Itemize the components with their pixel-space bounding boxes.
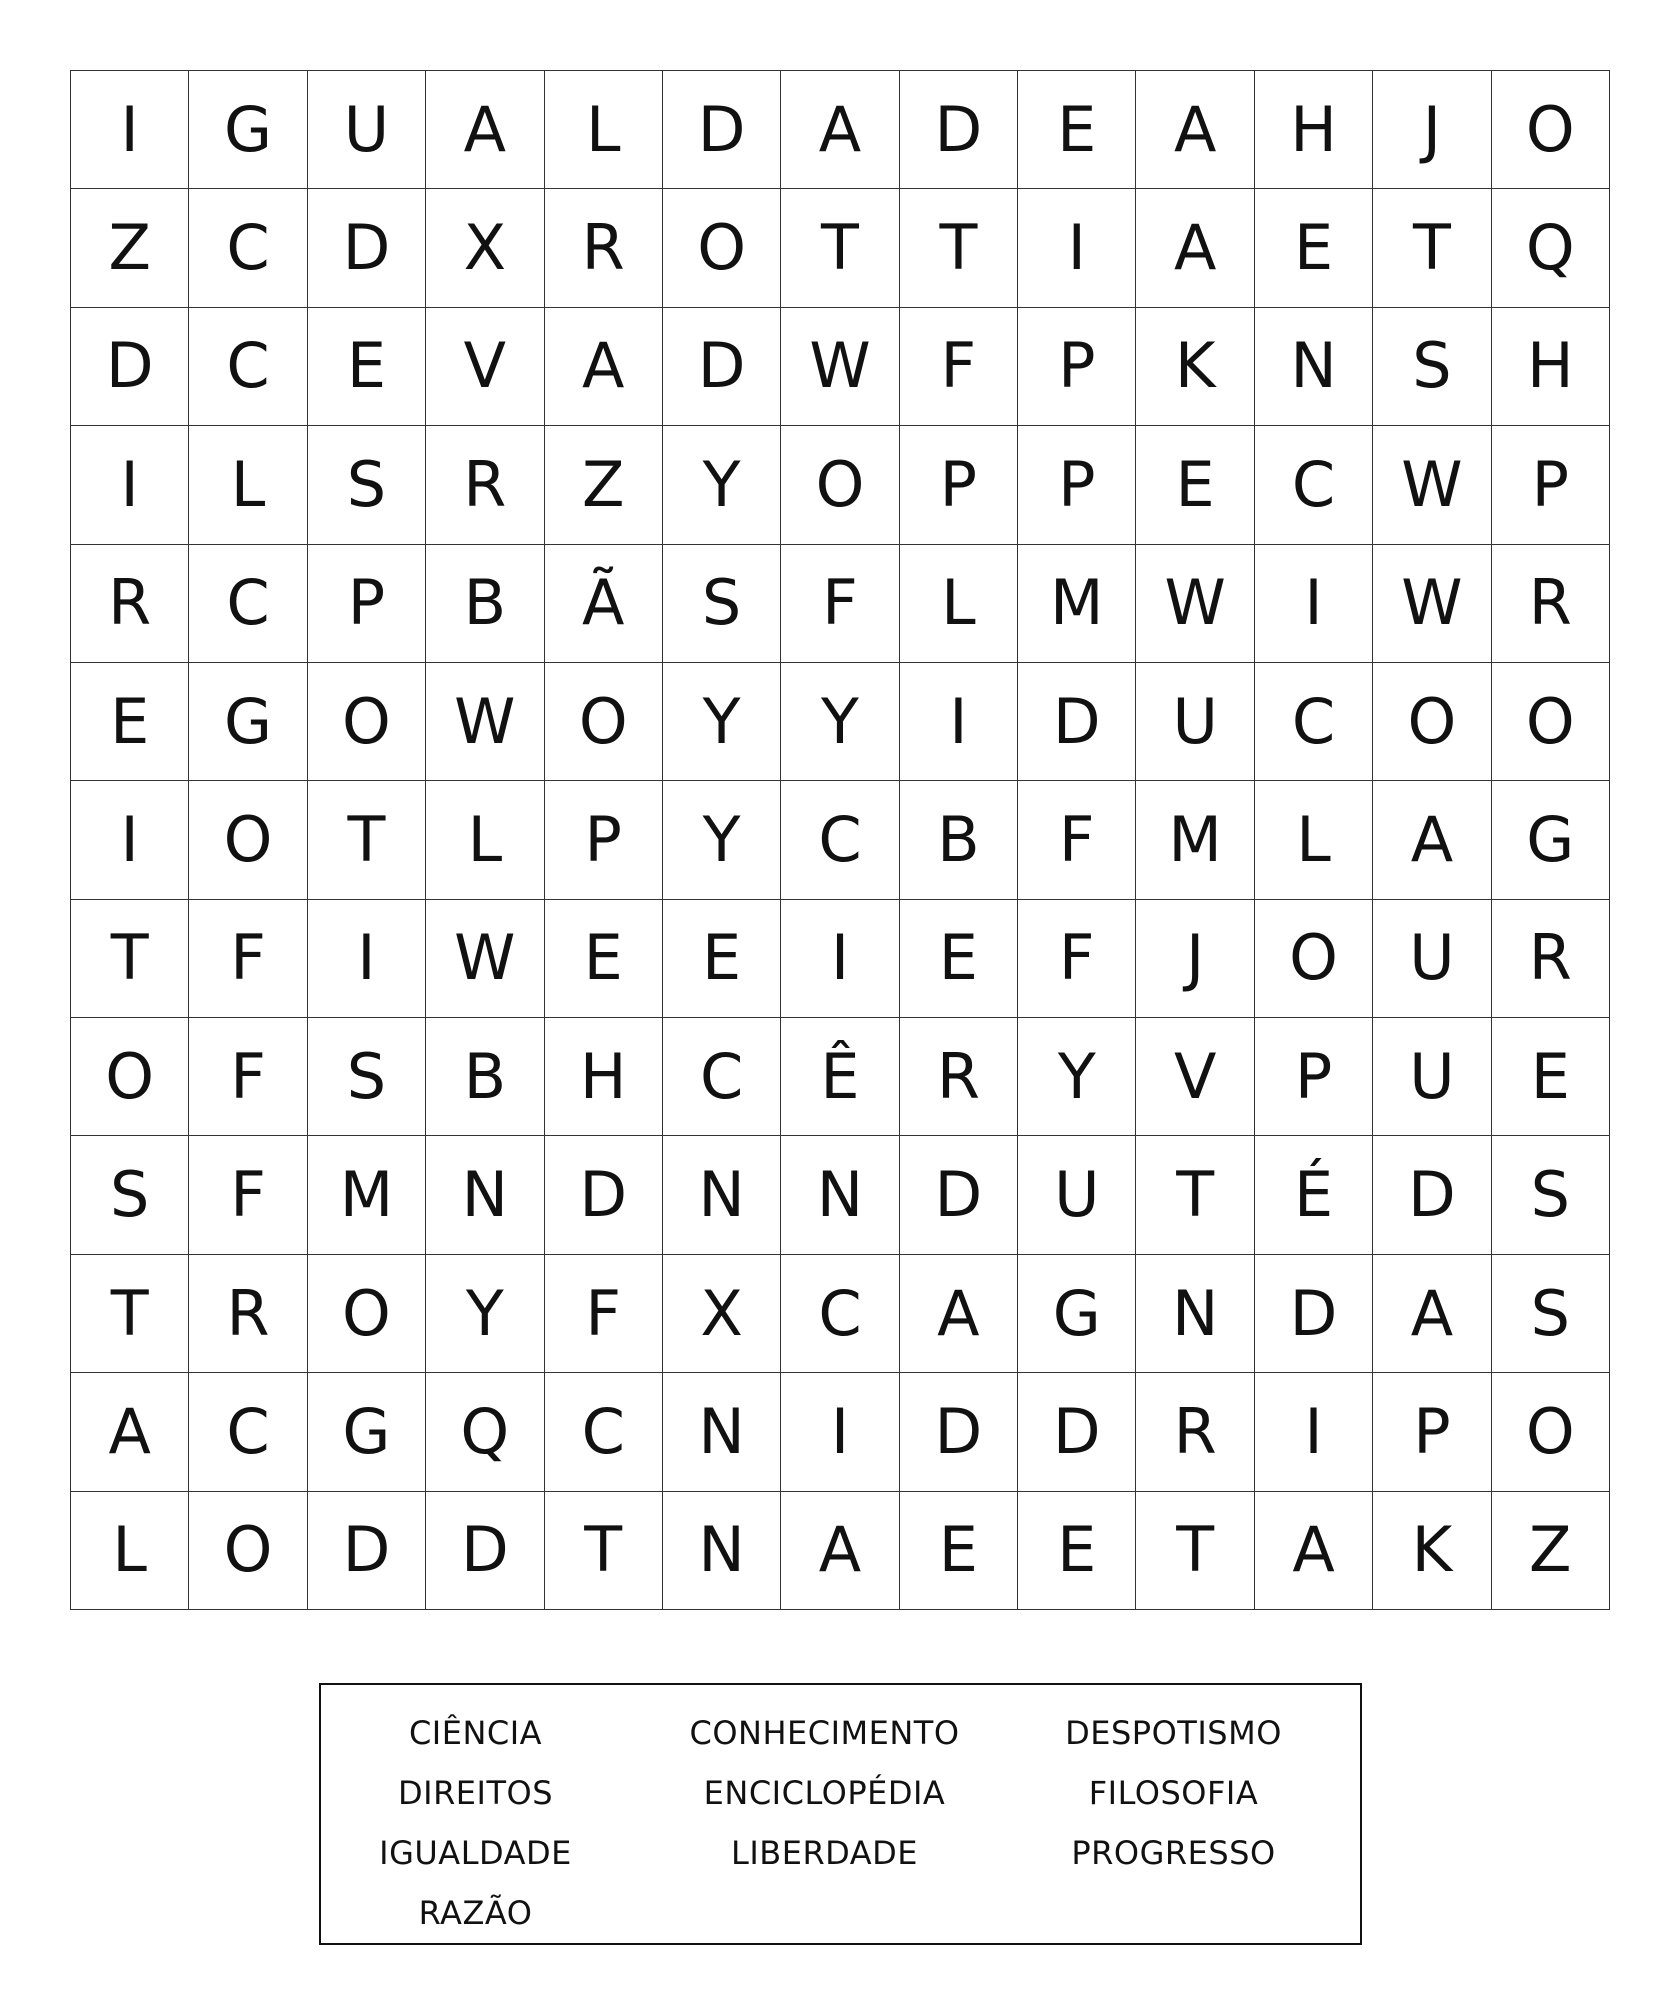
- grid-cell[interactable]: Y: [663, 426, 781, 544]
- grid-cell[interactable]: U: [1136, 663, 1254, 781]
- grid-cell[interactable]: O: [1492, 1373, 1610, 1491]
- grid-cell[interactable]: I: [1018, 189, 1136, 307]
- grid-cell[interactable]: S: [308, 426, 426, 544]
- grid-cell[interactable]: D: [663, 308, 781, 426]
- grid-cell[interactable]: G: [308, 1373, 426, 1491]
- grid-cell[interactable]: A: [545, 308, 663, 426]
- grid-cell[interactable]: E: [1018, 71, 1136, 189]
- word-list: [301, 1703, 1360, 1943]
- grid-cell[interactable]: S: [308, 1018, 426, 1136]
- grid-cell[interactable]: D: [1018, 1373, 1136, 1491]
- grid-cell[interactable]: O: [71, 1018, 189, 1136]
- grid-cell[interactable]: G: [189, 71, 307, 189]
- grid-cell[interactable]: S: [663, 545, 781, 663]
- grid-cell[interactable]: D: [900, 71, 1018, 189]
- grid-cell[interactable]: D: [900, 1136, 1018, 1254]
- grid-cell[interactable]: Y: [426, 1255, 544, 1373]
- grid-cell[interactable]: T: [71, 900, 189, 1018]
- grid-cell[interactable]: I: [71, 71, 189, 189]
- grid-cell[interactable]: D: [663, 71, 781, 189]
- grid-cell[interactable]: É: [1255, 1136, 1373, 1254]
- grid-cell[interactable]: O: [545, 663, 663, 781]
- word-item: RAZÃO: [418, 1894, 533, 1932]
- grid-cell[interactable]: P: [1492, 426, 1610, 544]
- grid-cell[interactable]: Y: [1018, 1018, 1136, 1136]
- grid-cell[interactable]: F: [1018, 900, 1136, 1018]
- grid-cell[interactable]: L: [545, 71, 663, 189]
- word-item: FILOSOFIA: [1088, 1774, 1259, 1812]
- grid-cell[interactable]: D: [308, 189, 426, 307]
- word-search-grid: [70, 70, 1610, 1610]
- word-item: ENCICLOPÉDIA: [703, 1774, 946, 1812]
- grid-cell[interactable]: E: [1492, 1018, 1610, 1136]
- grid-cell[interactable]: N: [1136, 1255, 1254, 1373]
- grid-cell[interactable]: U: [1373, 900, 1491, 1018]
- grid-cell[interactable]: T: [545, 1492, 663, 1610]
- grid-cell[interactable]: C: [189, 308, 307, 426]
- grid-cell[interactable]: Q: [426, 1373, 544, 1491]
- word-item: CIÊNCIA: [408, 1714, 543, 1752]
- grid-cell[interactable]: F: [189, 1136, 307, 1254]
- grid-cell[interactable]: F: [781, 545, 899, 663]
- grid-cell[interactable]: A: [1373, 781, 1491, 899]
- grid-cell[interactable]: S: [1373, 308, 1491, 426]
- grid-cell[interactable]: C: [781, 1255, 899, 1373]
- grid-cell[interactable]: C: [1255, 426, 1373, 544]
- grid-cell[interactable]: N: [426, 1136, 544, 1254]
- grid-cell[interactable]: M: [1136, 781, 1254, 899]
- grid-cell[interactable]: R: [545, 189, 663, 307]
- grid-cell[interactable]: C: [189, 1373, 307, 1491]
- grid-cell[interactable]: G: [1492, 781, 1610, 899]
- grid-cell[interactable]: W: [1136, 545, 1254, 663]
- grid-cell[interactable]: A: [781, 71, 899, 189]
- word-item: PROGRESSO: [1071, 1834, 1276, 1872]
- grid-cell[interactable]: L: [189, 426, 307, 544]
- grid-cell[interactable]: E: [1136, 426, 1254, 544]
- grid-cell[interactable]: D: [1018, 663, 1136, 781]
- grid-cell[interactable]: A: [1255, 1492, 1373, 1610]
- grid-cell[interactable]: H: [1255, 71, 1373, 189]
- grid-cell[interactable]: N: [781, 1136, 899, 1254]
- grid-cell[interactable]: L: [900, 545, 1018, 663]
- grid-cell[interactable]: Z: [1492, 1492, 1610, 1610]
- grid-cell[interactable]: S: [1492, 1136, 1610, 1254]
- grid-cell[interactable]: W: [781, 308, 899, 426]
- grid-cell[interactable]: T: [71, 1255, 189, 1373]
- grid-cell[interactable]: O: [1492, 663, 1610, 781]
- grid-cell[interactable]: I: [71, 781, 189, 899]
- grid-cell[interactable]: R: [1492, 900, 1610, 1018]
- grid-cell[interactable]: E: [663, 900, 781, 1018]
- grid-cell[interactable]: O: [1492, 71, 1610, 189]
- grid-cell[interactable]: A: [900, 1255, 1018, 1373]
- grid-cell[interactable]: I: [1255, 1373, 1373, 1491]
- grid-cell[interactable]: Q: [1492, 189, 1610, 307]
- grid-cell[interactable]: D: [545, 1136, 663, 1254]
- grid-cell[interactable]: R: [1492, 545, 1610, 663]
- grid-cell[interactable]: M: [1018, 545, 1136, 663]
- grid-cell[interactable]: M: [308, 1136, 426, 1254]
- grid-cell[interactable]: E: [900, 900, 1018, 1018]
- grid-cell[interactable]: O: [308, 663, 426, 781]
- word-item: DESPOTISMO: [1065, 1714, 1282, 1752]
- grid-cell[interactable]: T: [1136, 1492, 1254, 1610]
- grid-cell[interactable]: A: [1136, 189, 1254, 307]
- grid-cell[interactable]: V: [1136, 1018, 1254, 1136]
- grid-cell[interactable]: F: [545, 1255, 663, 1373]
- grid-cell[interactable]: E: [1018, 1492, 1136, 1610]
- grid-cell[interactable]: E: [71, 663, 189, 781]
- grid-cell[interactable]: V: [426, 308, 544, 426]
- grid-cell[interactable]: C: [781, 781, 899, 899]
- word-item: LIBERDADE: [731, 1834, 918, 1872]
- grid-cell[interactable]: G: [189, 663, 307, 781]
- grid-cell[interactable]: D: [426, 1492, 544, 1610]
- grid-cell[interactable]: E: [900, 1492, 1018, 1610]
- grid-cell[interactable]: A: [426, 71, 544, 189]
- grid-cell[interactable]: E: [308, 308, 426, 426]
- word-item: DIREITOS: [397, 1774, 553, 1812]
- grid-cell[interactable]: I: [1255, 545, 1373, 663]
- grid-cell[interactable]: O: [308, 1255, 426, 1373]
- grid-cell[interactable]: D: [900, 1373, 1018, 1491]
- grid-cell[interactable]: T: [308, 781, 426, 899]
- grid-cell[interactable]: P: [900, 426, 1018, 544]
- grid-cell[interactable]: I: [71, 426, 189, 544]
- grid-cell[interactable]: Y: [663, 663, 781, 781]
- grid-cell[interactable]: O: [781, 426, 899, 544]
- grid-cell[interactable]: C: [189, 545, 307, 663]
- grid-cell[interactable]: P: [1018, 426, 1136, 544]
- grid-cell[interactable]: I: [781, 900, 899, 1018]
- grid-cell[interactable]: B: [426, 545, 544, 663]
- grid-cell[interactable]: L: [1255, 781, 1373, 899]
- grid-cell[interactable]: U: [1018, 1136, 1136, 1254]
- grid-cell[interactable]: N: [663, 1373, 781, 1491]
- grid-cell[interactable]: B: [900, 781, 1018, 899]
- grid-cell[interactable]: P: [1255, 1018, 1373, 1136]
- grid-cell[interactable]: G: [1018, 1255, 1136, 1373]
- grid-cell[interactable]: Z: [545, 426, 663, 544]
- grid-cell[interactable]: X: [663, 1255, 781, 1373]
- grid-cell[interactable]: F: [900, 308, 1018, 426]
- grid-cell[interactable]: D: [308, 1492, 426, 1610]
- grid-cell[interactable]: O: [189, 1492, 307, 1610]
- grid-cell[interactable]: P: [545, 781, 663, 899]
- grid-cell[interactable]: C: [1255, 663, 1373, 781]
- grid-cell[interactable]: R: [426, 426, 544, 544]
- grid-cell[interactable]: S: [71, 1136, 189, 1254]
- word-item: CONHECIMENTO: [689, 1714, 960, 1752]
- grid-cell[interactable]: I: [308, 900, 426, 1018]
- grid-cell[interactable]: T: [900, 189, 1018, 307]
- grid-cell[interactable]: W: [426, 663, 544, 781]
- grid-cell[interactable]: K: [1373, 1492, 1491, 1610]
- grid-cell[interactable]: R: [900, 1018, 1018, 1136]
- grid-cell[interactable]: O: [189, 781, 307, 899]
- grid-cell[interactable]: J: [1373, 71, 1491, 189]
- grid-cell[interactable]: F: [1018, 781, 1136, 899]
- grid-cell[interactable]: C: [189, 189, 307, 307]
- grid-cell[interactable]: N: [1255, 308, 1373, 426]
- grid-cell[interactable]: P: [308, 545, 426, 663]
- grid-cell[interactable]: T: [781, 189, 899, 307]
- grid-cell[interactable]: E: [545, 900, 663, 1018]
- grid-cell[interactable]: B: [426, 1018, 544, 1136]
- grid-cell[interactable]: A: [781, 1492, 899, 1610]
- grid-cell[interactable]: N: [663, 1492, 781, 1610]
- grid-cell[interactable]: C: [545, 1373, 663, 1491]
- grid-cell[interactable]: A: [1373, 1255, 1491, 1373]
- grid-cell[interactable]: K: [1136, 308, 1254, 426]
- grid-cell[interactable]: R: [1136, 1373, 1254, 1491]
- grid-cell[interactable]: D: [1373, 1136, 1491, 1254]
- grid-cell[interactable]: D: [71, 308, 189, 426]
- grid-cell[interactable]: C: [663, 1018, 781, 1136]
- grid-cell[interactable]: P: [1373, 1373, 1491, 1491]
- grid-cell[interactable]: J: [1136, 900, 1254, 1018]
- grid-cell[interactable]: T: [1136, 1136, 1254, 1254]
- grid-cell[interactable]: W: [1373, 426, 1491, 544]
- grid-cell[interactable]: H: [545, 1018, 663, 1136]
- grid-cell[interactable]: A: [1136, 71, 1254, 189]
- grid-cell[interactable]: O: [1255, 900, 1373, 1018]
- grid-cell[interactable]: I: [781, 1373, 899, 1491]
- grid-cell[interactable]: H: [1492, 308, 1610, 426]
- grid-cell[interactable]: Y: [663, 781, 781, 899]
- grid-cell[interactable]: O: [663, 189, 781, 307]
- grid-cell[interactable]: L: [426, 781, 544, 899]
- grid-cell[interactable]: R: [189, 1255, 307, 1373]
- grid-cell[interactable]: O: [1373, 663, 1491, 781]
- grid-cell[interactable]: T: [1373, 189, 1491, 307]
- grid-cell[interactable]: W: [1373, 545, 1491, 663]
- grid-cell[interactable]: X: [426, 189, 544, 307]
- grid-cell[interactable]: Y: [781, 663, 899, 781]
- grid-cell[interactable]: S: [1492, 1255, 1610, 1373]
- grid-cell[interactable]: N: [663, 1136, 781, 1254]
- word-list-box: [319, 1683, 1362, 1945]
- grid-cell[interactable]: Ê: [781, 1018, 899, 1136]
- word-item: IGUALDADE: [379, 1834, 572, 1872]
- grid-cell[interactable]: U: [1373, 1018, 1491, 1136]
- grid-cell[interactable]: Z: [71, 189, 189, 307]
- grid-cell[interactable]: R: [71, 545, 189, 663]
- grid-cell[interactable]: W: [426, 900, 544, 1018]
- grid-cell[interactable]: L: [71, 1492, 189, 1610]
- grid-cell[interactable]: U: [308, 71, 426, 189]
- grid-cell[interactable]: D: [1255, 1255, 1373, 1373]
- grid-cell[interactable]: E: [1255, 189, 1373, 307]
- grid-cell[interactable]: Ã: [545, 545, 663, 663]
- grid-cell[interactable]: F: [189, 1018, 307, 1136]
- grid-cell[interactable]: P: [1018, 308, 1136, 426]
- grid-cell[interactable]: I: [900, 663, 1018, 781]
- grid-cell[interactable]: F: [189, 900, 307, 1018]
- grid-cell[interactable]: A: [71, 1373, 189, 1491]
